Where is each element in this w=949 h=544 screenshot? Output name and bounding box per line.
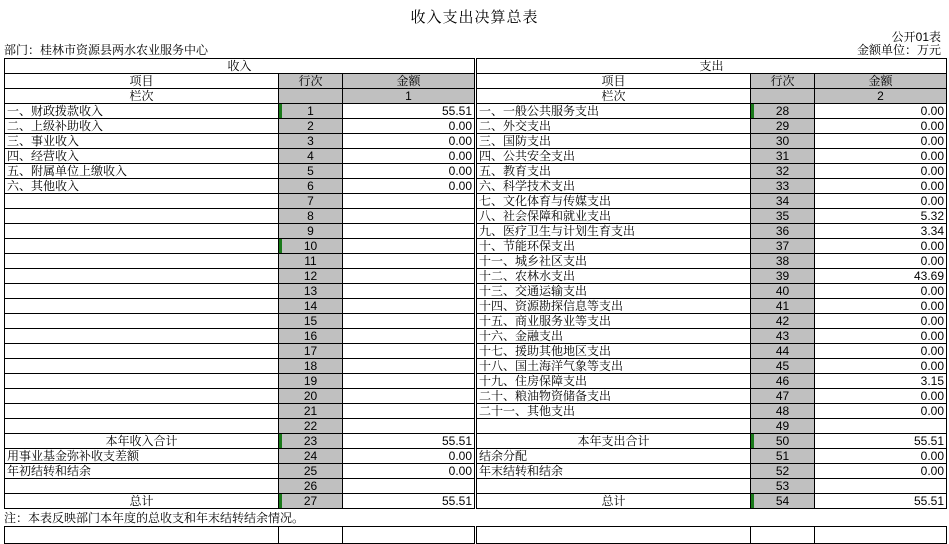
expense-line-cell: 41 [751,299,815,314]
expense-line-cell: 38 [751,254,815,269]
expense-line-cell: 34 [751,194,815,209]
income-item-cell [5,194,279,209]
expense-item-cell: 九、医疗卫生与计划生育支出 [477,224,751,239]
income-colno-value: 1 [343,89,475,104]
income-line-cell: 17 [279,344,343,359]
income-amount-cell [343,224,475,239]
income-item-cell: 总计 [5,494,279,509]
income-line-cell: 10 [279,239,343,254]
expense-item-cell: 六、科学技术支出 [477,179,751,194]
income-line-header: 行次 [279,74,343,89]
income-item-cell [5,284,279,299]
expense-item-cell: 八、社会保障和就业支出 [477,209,751,224]
table-row [5,299,947,314]
income-item-cell: 一、财政拨款收入 [5,104,279,119]
income-item-cell [5,359,279,374]
income-amount-cell: 0.00 [343,149,475,164]
expense-amount-cell: 0.00 [815,134,947,149]
table-row [5,419,947,434]
table-row [5,329,947,344]
cell-blank [815,527,947,544]
table-row [5,404,947,419]
table-row [5,344,947,359]
income-line-cell: 25 [279,464,343,479]
expense-group-header: 支出 [477,59,947,74]
income-item-cell: 六、其他收入 [5,179,279,194]
cell-blank [751,527,815,544]
table-row [5,494,947,509]
income-amount-cell [343,359,475,374]
table-row [5,449,947,464]
income-line-cell: 27 [279,494,343,509]
income-item-header: 项目 [5,74,279,89]
table-row [5,359,947,374]
expense-amount-cell: 0.00 [815,179,947,194]
expense-line-cell: 35 [751,209,815,224]
expense-line-cell: 52 [751,464,815,479]
expense-line-cell: 39 [751,269,815,284]
income-colno-label: 栏次 [5,89,279,104]
table-row [5,179,947,194]
expense-line-cell: 32 [751,164,815,179]
table-row [5,527,947,544]
expense-amount-cell: 43.69 [815,269,947,284]
expense-item-cell: 结余分配 [477,449,751,464]
income-amount-cell [343,299,475,314]
table-row [5,209,947,224]
expense-colno-label: 栏次 [477,89,751,104]
table-group-header-row [5,59,947,74]
expense-item-cell: 十九、住房保障支出 [477,374,751,389]
income-line-cell: 8 [279,209,343,224]
income-amount-cell: 55.51 [343,434,475,449]
expense-amount-cell: 0.00 [815,194,947,209]
expense-amount-cell: 0.00 [815,119,947,134]
income-amount-cell [343,374,475,389]
expense-amount-cell: 0.00 [815,449,947,464]
table-row [5,389,947,404]
expense-item-cell: 总计 [477,494,751,509]
table-column-header-row [5,74,947,89]
income-item-cell: 二、上级补助收入 [5,119,279,134]
expense-amount-cell: 0.00 [815,239,947,254]
income-line-cell: 23 [279,434,343,449]
income-amount-cell: 0.00 [343,119,475,134]
income-item-cell [5,299,279,314]
expense-line-cell: 28 [751,104,815,119]
income-amount-cell [343,239,475,254]
income-item-cell [5,239,279,254]
income-amount-header: 金额 [343,74,475,89]
expense-amount-cell: 0.00 [815,104,947,119]
income-item-cell: 本年收入合计 [5,434,279,449]
table-row [5,314,947,329]
expense-line-cell: 48 [751,404,815,419]
income-item-cell [5,404,279,419]
income-amount-cell: 55.51 [343,494,475,509]
income-line-cell: 18 [279,359,343,374]
table-row [5,194,947,209]
income-amount-cell: 0.00 [343,464,475,479]
expense-line-cell: 44 [751,344,815,359]
income-line-cell: 5 [279,164,343,179]
income-line-cell: 19 [279,374,343,389]
amount-unit-label: 金额单位：万元 [856,43,941,57]
department-label: 部门：桂林市资源县两水农业服务中心 [4,43,209,57]
expense-colno-blank [751,89,815,104]
income-line-cell: 12 [279,269,343,284]
expense-line-cell: 54 [751,494,815,509]
income-item-cell: 年初结转和结余 [5,464,279,479]
income-item-cell: 五、附属单位上缴收入 [5,164,279,179]
expense-amount-cell: 3.34 [815,224,947,239]
income-group-header: 收入 [5,59,475,74]
expense-item-cell: 十二、农林水支出 [477,269,751,284]
expense-amount-cell: 0.00 [815,329,947,344]
income-item-cell: 四、经营收入 [5,149,279,164]
cell-blank [5,527,279,544]
table-row [5,434,947,449]
income-item-cell [5,314,279,329]
income-amount-cell [343,209,475,224]
expense-item-cell: 四、公共安全支出 [477,149,751,164]
cell-blank [477,527,751,544]
expense-item-cell: 十、节能环保支出 [477,239,751,254]
income-item-cell [5,209,279,224]
income-amount-cell: 0.00 [343,179,475,194]
expense-line-cell: 53 [751,479,815,494]
income-amount-cell [343,329,475,344]
expense-amount-cell: 0.00 [815,149,947,164]
income-amount-cell: 0.00 [343,134,475,149]
income-line-cell: 1 [279,104,343,119]
table-row [5,374,947,389]
expense-item-cell: 五、教育支出 [477,164,751,179]
expense-amount-cell: 0.00 [815,164,947,179]
expense-line-cell: 30 [751,134,815,149]
table-row [5,284,947,299]
expense-amount-cell: 55.51 [815,494,947,509]
expense-line-cell: 40 [751,284,815,299]
expense-amount-cell: 5.32 [815,209,947,224]
expense-amount-cell [815,419,947,434]
expense-line-cell: 50 [751,434,815,449]
expense-item-cell: 十三、交通运输支出 [477,284,751,299]
income-amount-cell [343,479,475,494]
income-item-cell [5,479,279,494]
income-amount-cell [343,194,475,209]
expense-line-cell: 29 [751,119,815,134]
expense-item-cell: 十一、城乡社区支出 [477,254,751,269]
income-item-cell [5,374,279,389]
income-item-cell [5,419,279,434]
expense-line-cell: 37 [751,239,815,254]
income-amount-cell [343,254,475,269]
expense-item-cell: 七、文化体育与传媒支出 [477,194,751,209]
table-row [5,119,947,134]
income-amount-cell [343,344,475,359]
income-item-cell: 用事业基金弥补收支差额 [5,449,279,464]
income-line-cell: 16 [279,329,343,344]
income-amount-cell: 55.51 [343,104,475,119]
expense-item-cell: 二十一、其他支出 [477,404,751,419]
expense-amount-cell: 55.51 [815,434,947,449]
expense-line-cell: 49 [751,419,815,434]
income-item-cell [5,254,279,269]
income-line-cell: 2 [279,119,343,134]
expense-item-cell [477,479,751,494]
expense-amount-cell: 0.00 [815,344,947,359]
table-row [5,164,947,179]
income-line-cell: 13 [279,284,343,299]
expense-amount-cell: 0.00 [815,404,947,419]
table-row [5,134,947,149]
expense-item-cell: 十六、金融支出 [477,329,751,344]
cell-blank [343,527,475,544]
income-line-cell: 14 [279,299,343,314]
cell-blank [279,527,343,544]
income-item-cell [5,329,279,344]
income-item-cell [5,269,279,284]
table-row [5,269,947,284]
budget-table [4,58,947,509]
income-item-cell [5,344,279,359]
expense-item-cell: 二、外交支出 [477,119,751,134]
income-line-cell: 6 [279,179,343,194]
expense-line-cell: 45 [751,359,815,374]
table-row [5,479,947,494]
expense-line-cell: 31 [751,149,815,164]
expense-amount-header: 金额 [815,74,947,89]
expense-item-cell: 年末结转和结余 [477,464,751,479]
income-amount-cell: 0.00 [343,164,475,179]
income-line-cell: 22 [279,419,343,434]
expense-item-cell: 十五、商业服务业等支出 [477,314,751,329]
table-row [5,254,947,269]
expense-item-header: 项目 [477,74,751,89]
income-line-cell: 15 [279,314,343,329]
expense-line-cell: 46 [751,374,815,389]
table-row [5,239,947,254]
income-amount-cell [343,389,475,404]
income-line-cell: 21 [279,404,343,419]
income-line-cell: 7 [279,194,343,209]
expense-item-cell: 十七、援助其他地区支出 [477,344,751,359]
expense-item-cell: 一、一般公共服务支出 [477,104,751,119]
income-colno-blank [279,89,343,104]
income-amount-cell [343,284,475,299]
expense-amount-cell: 0.00 [815,284,947,299]
table-colno-row [5,89,947,104]
income-amount-cell [343,314,475,329]
table-row [5,464,947,479]
income-amount-cell [343,419,475,434]
expense-amount-cell: 0.00 [815,314,947,329]
meta-row [0,44,949,58]
income-amount-cell: 0.00 [343,449,475,464]
page-title: 收入支出决算总表 [410,9,539,26]
expense-line-cell: 51 [751,449,815,464]
income-line-cell: 9 [279,224,343,239]
table-row [5,149,947,164]
expense-line-cell: 36 [751,224,815,239]
income-item-cell [5,389,279,404]
expense-amount-cell: 0.00 [815,299,947,314]
expense-amount-cell: 0.00 [815,389,947,404]
expense-item-cell: 本年支出合计 [477,434,751,449]
income-line-cell: 24 [279,449,343,464]
expense-item-cell [477,419,751,434]
expense-line-cell: 42 [751,314,815,329]
trailing-grid [4,526,947,544]
expense-amount-cell: 0.00 [815,254,947,269]
income-item-cell: 三、事业收入 [5,134,279,149]
income-line-cell: 4 [279,149,343,164]
expense-item-cell: 十八、国土海洋气象等支出 [477,359,751,374]
expense-amount-cell: 0.00 [815,464,947,479]
expense-amount-cell: 3.15 [815,374,947,389]
expense-item-cell: 三、国防支出 [477,134,751,149]
table-footnote: 注：本表反映部门本年度的总收支和年末结转结余情况。 [4,511,305,525]
expense-amount-cell: 0.00 [815,359,947,374]
income-item-cell [5,224,279,239]
income-amount-cell [343,269,475,284]
expense-amount-cell [815,479,947,494]
expense-line-cell: 47 [751,389,815,404]
income-line-cell: 3 [279,134,343,149]
expense-item-cell: 十四、资源勘探信息等支出 [477,299,751,314]
expense-line-header: 行次 [751,74,815,89]
expense-line-cell: 33 [751,179,815,194]
income-amount-cell [343,404,475,419]
public-table-label: 公开01表 [891,30,941,44]
income-line-cell: 26 [279,479,343,494]
income-line-cell: 20 [279,389,343,404]
expense-item-cell: 二十、粮油物资储备支出 [477,389,751,404]
income-line-cell: 11 [279,254,343,269]
table-row [5,104,947,119]
expense-line-cell: 43 [751,329,815,344]
expense-colno-value: 2 [815,89,947,104]
table-row [5,224,947,239]
